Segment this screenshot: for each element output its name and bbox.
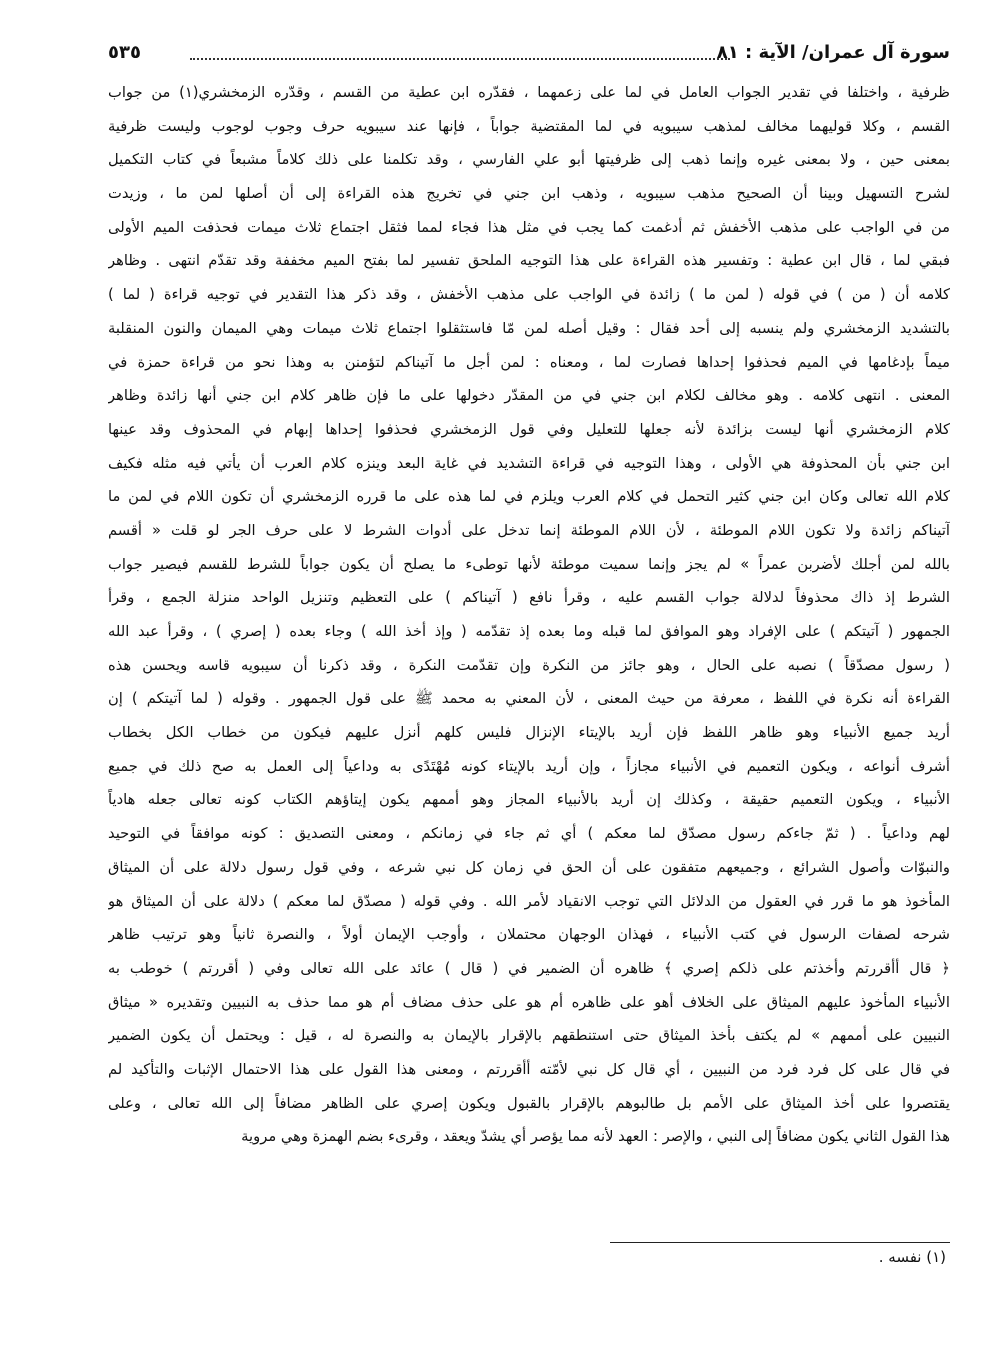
text-line: لشرح التسهيل وبينا أن الصحيح مذهب سيبويه ، وذهب ابن جني في تخريج هذه القراءة إلى أن أصلها لمن ما ، وزيدت	[108, 185, 950, 203]
text-line: المعنى . انتهى كلامه . وهو مخالف لكلام ابن جني في من المقدّر دخولها على ما فإن ظاهر كلام ابن جني أنها زائدة وظاهر	[108, 387, 950, 405]
text-line: من في الواجب على مذهب الأخفش ثم أدغمت كما يجب في مثل هذا فجاء لمما فثقل اجتماع ثلاث ميمات فحذفت الميم الأولى	[108, 218, 950, 236]
text-line: القراءة أنه نكرة في اللفظ ، معرفة من حيث المعنى ، لأن المعني به محمد ﷺ على قول الجمهور . وقوله ( لما آتيتكم ) إن	[108, 690, 950, 708]
running-title: سورة آل عمران/ الآية : ٨١	[716, 42, 950, 63]
footnote: (١) نفسه .	[878, 1248, 946, 1266]
text-line: أريد جميع الأنبياء وهو ظاهر اللفظ فإن أريد بالإيتاء الإنزال فليس كلهم أنزل عليهم فيكون من خطاب الكل بخطاب	[108, 724, 950, 742]
text-line: هذا القول الثاني يكون مضافاً إلى النبي ، والإصر : العهد لأنه مما يؤصر أي يشدّ ويعقد ، وقرىء بضم الهمزة وهي مروية	[241, 1128, 950, 1146]
text-line: ظرفية ، واختلفا في تقدير الجواب العامل في لما على زعمهما ، فقدّره ابن عطية من القسم ، وقدّره الزمخشري(١) من جواب	[108, 84, 950, 101]
text-line: آتيناكم زائدة ولا تكون اللام الموطئة ، لأن اللام الموطئة إنما تدخل على أدوات الشرط لا على حرف الجر لو قلت « أقسم	[108, 521, 950, 539]
text-line: فبقي لما ، قال ابن عطية : وتفسير هذه القراءة على هذا التوجيه الملحق تفسير لما بفتح الميم مخففة وقد تقدّم انتهى . وظاهر	[108, 252, 950, 270]
text-line: بمعنى حين ، ولا بمعنى غيره وإنما ذهب إلى ظرفيتها أبو علي الفارسي ، وقد تكلمنا على ذلك كلاماً مشبعاً في كتاب التكميل	[108, 151, 950, 169]
page-number: ٥٣٥	[108, 42, 141, 63]
text-line: والنبوّات وأصول الشرائع ، وجميعهم متفقون على أن الحق في زمان كل نبي شرعه ، وفي قول رسول دلالة على أن الميثاق	[108, 858, 950, 876]
text-line: ( رسول مصدّقاً ) نصبه على الحال ، وهو جائز من النكرة وإن تقدّمت النكرة ، وقد ذكرنا أن سيبويه قاسه ويحسن هذه	[108, 656, 950, 674]
dotted-leader	[190, 58, 730, 60]
text-line: ابن جني بأن المحذوفة هي الأولى ، وهذا التوجيه في قراءة التشديد في غاية البعد وينزه كلام العرب أن يأتي فيه مثله فكيف	[108, 454, 950, 472]
text-line: يقتصروا على أخذ الميثاق على الأمم بل طالبوهم بالإقرار بالقبول ويكون إصري على الظاهر مضافاً إلى الله تعالى ، وعلى	[108, 1094, 950, 1112]
text-line: الأنبياء ، ويكون التعميم حقيقة ، وكذلك إن أريد بالأنبياء المجاز وهو أممهم يكون إيتاؤهم الكتاب كونه تعالى جعله هادياً	[108, 791, 950, 809]
text-line: القسم ، وكلا قوليهما مخالف لمذهب سيبويه في لما المقتضية جواباً ، فإنها عند سيبويه حرف وجوب لوجوب وليست ظرفية	[108, 117, 950, 135]
text-line: المأخوذ هو ما قرر في العقول من الدلائل التي توجب الانقياد لأمر الله . وفي قوله ( مصدّق لما معكم ) دلالة على أن الميثاق هو	[108, 892, 950, 910]
text-line: شرحه لصفات الرسول في كتب الأنبياء ، فهذان الوجهان محتملان ، وأوجب الإيمان أولاً ، والنصرة ثانياً وهو ترتيب ظاهر	[108, 926, 950, 944]
text-line: ﴿ قال أأقررتم وأخذتم على ذلكم إصري ﴾ ظاهره أن الضمير في ( قال ) عائد على الله تعالى وفي ( أقررتم ) خوطب به	[108, 959, 950, 977]
text-line: كلام الله تعالى وكان ابن جني كثير التحمل في كلام العرب ويلزم في لما هذه على ما قرره الزمخشري أن تكون اللام في لمن ما	[108, 488, 950, 506]
text-line: النبيين على أممهم » لم يكتف بأخذ الميثاق حتى استنطقهم بالإقرار بالإيمان به والنصرة له ، قيل : ويحتمل أن يكون الضمير	[108, 1027, 950, 1045]
text-line: كلام الزمخشري أنها ليست بزائدة لأنه جعلها للتعليل وفي قول الزمخشري فحذفوا إحداها إبهام في المحذوف وقد عينها	[108, 420, 950, 438]
text-line: في قال على كل فرد فرد من النبيين ، أي قال كل نبي لأمّته أأقررتم ، ومعنى هذا القول على هذا الاحتمال الإثبات والتأكيد لم	[108, 1060, 950, 1078]
text-line: الشرط إذ ذاك محذوفاً لدلالة جواب القسم عليه ، وقرأ نافع ( آتيناكم ) على التعظيم وتنزيل الواحد منزلة الجمع ، وقرأ	[108, 589, 950, 607]
text-line: بالله لمن أجلك لأضربن عمراً » لم يجز وإنما سميت موطئة لأنها توطىء ما يصلح أن يكون جواباً للشرط للقسم فيصير جواب	[108, 555, 950, 573]
text-line: الأنبياء المأخوذ عليهم الميثاق على الخلاف أهو على ظاهره أم هو على حذف مضاف أم هو مما حذف به النبيين وتقديره « ميثاق	[108, 993, 950, 1011]
text-line: ميماً بإدغامها في الميم فحذفوا إحداها فصارت لما ، ومعناه : لمن أجل ما آتيناكم لتؤمنن به وهذا نحو من قراءة حمزة في	[108, 353, 950, 371]
footnote-divider	[610, 1242, 950, 1243]
body-text	[108, 76, 950, 1226]
text-line: أشرف أنواعه ، ويكون التعميم في الأنبياء مجازاً ، وإن أريد بالإيتاء كونه مُهْتَدًى به وداعياً إلى العمل به صح ذلك في جميع	[108, 757, 950, 775]
text-line: لهم وداعياً . ( ثمّ جاءكم رسول مصدّق لما معكم ) أي ثم جاء في زمانكم ، ومعنى التصديق : كونه موافقاً في التوحيد	[108, 825, 950, 843]
text-line: الجمهور ( آتيتكم ) على الإفراد وهو الموافق لما قبله وما بعده إذ تقدّمه ( وإذ أخذ الله ) وجاء بعده ( إصري ) ، وقرأ عبد الله	[108, 623, 950, 640]
text-line: كلامه أن ( من ) في قوله ( لمن ما ) زائدة في الواجب على مذهب الأخفش ، وقد ذكر هذا التقدير في توجيه قراءة ( لما )	[108, 286, 950, 304]
text-line: بالتشديد الزمخشري ولم ينسبه إلى أحد فقال : وقيل أصله لمن مّا فاستثقلوا اجتماع ثلاث ميمات وهي الميمان والنون المنقلبة	[108, 319, 950, 337]
page-header	[108, 40, 950, 70]
